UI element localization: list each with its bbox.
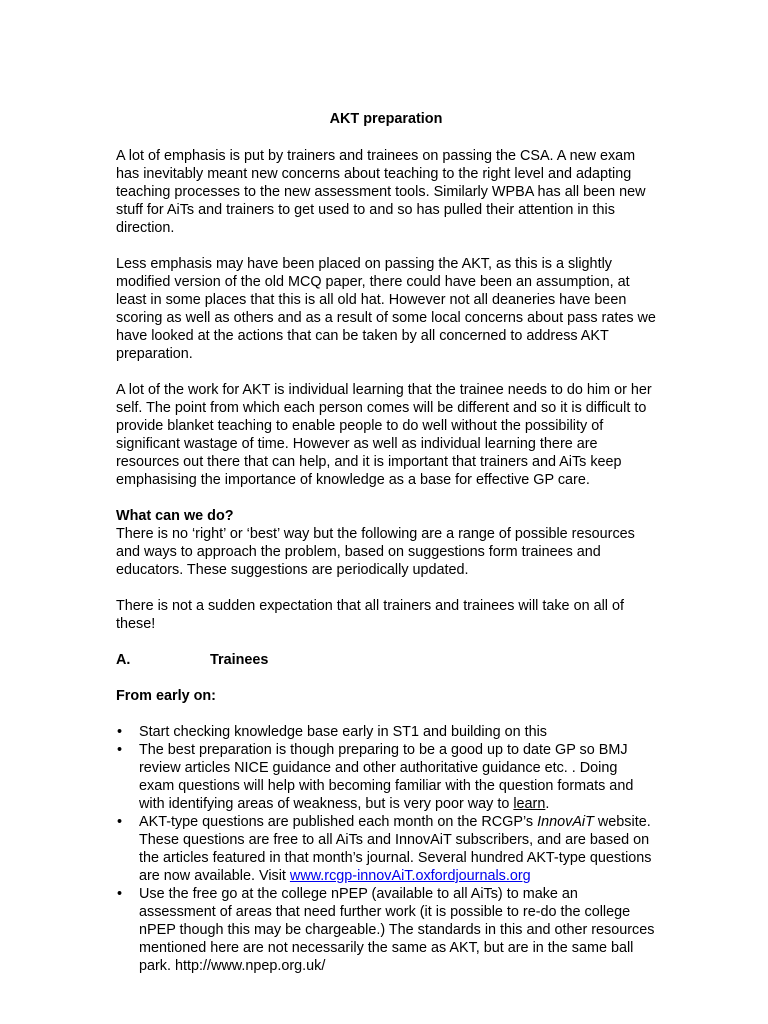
intro-paragraph-2: Less emphasis may have been placed on passing the AKT, as this is a slightly modified version of the old MCQ paper, there could have been an assumption, at least in some places that this is all old hat. However not all deaneries have been scoring as well as others and as a result of some local concerns about pass rates we have looked at the actions that can be taken by all concerned to address AKT preparation. <box>116 256 656 362</box>
document-page <box>116 110 656 975</box>
section-name: Trainees <box>210 652 269 668</box>
bullet-icon: • <box>117 724 123 740</box>
bullet-text: The best preparation is though preparing to be a good up to date GP so BMJ review articles NICE guidance and other authoritative guidance etc. . Doing exam questions will help with becoming familiar with the question formats and with identifying areas of weakness, but is very poor way to <box>139 742 634 812</box>
bullet-text: Use the free go at the college nPEP (available to all AiTs) to make an assessment of areas that need further work (it is possible to re-do the college nPEP though this may be chargeable.) The standards in this and other resources mentioned here are not necessarily the same as AKT, but are in the same ball park. http://www.npep.org.uk/ <box>139 886 655 974</box>
bullet-text: Start checking knowledge base early in ST1 and building on this <box>139 724 547 740</box>
what-paragraph-2: There is not a sudden expectation that all trainers and trainees will take on all of these! <box>116 598 624 632</box>
bullet-text-end: . <box>545 796 550 812</box>
section-heading <box>116 651 656 669</box>
intro-paragraph-3: A lot of the work for AKT is individual learning that the trainee needs to do him or her self. The point from which each person comes will be different and so it is difficult to provide blanket teaching to enable people to do well without the possibility of significant wastage of time. However as well as individual learning there are resources out there that can help, and it is important that trainers and AiTs keep emphasising the importance of knowledge as a base for effective GP care. <box>116 382 652 488</box>
list-item <box>116 723 656 741</box>
intro-paragraph-1: A lot of emphasis is put by trainers and trainees on passing the CSA. A new exam has inevitably meant new concerns about teaching to the right level and adapting teaching processes to the new assessment tools. Similarly WPBA has all been new stuff for AiTs and trainers to get used to and so has pulled their attention in this direction. <box>116 148 646 236</box>
section-letter: A. <box>116 652 131 668</box>
what-paragraph-1: There is no ‘right’ or ‘best’ way but the following are a range of possible resources and ways to approach the problem, based on suggestions form trainees and educators. These suggestions are periodically updated. <box>116 526 635 578</box>
bullet-text: AKT-type questions are published each month on the RCGP’s <box>139 814 538 830</box>
innovait-link[interactable]: www.rcgp-innovAiT.oxfordjournals.org <box>289 868 531 884</box>
list-item <box>116 741 656 813</box>
bullet-icon: • <box>117 886 123 902</box>
what-can-we-do-heading: What can we do? <box>116 508 234 524</box>
subheading-early-on: From early on: <box>116 688 216 704</box>
list-item <box>116 813 656 885</box>
bullet-text-cont: website. These questions are free to all AiTs and InnovAiT subscribers, and are based on the articles featured in that month’s journal. Several hundred AKT-type questions are now available. Visit <box>139 814 652 884</box>
document-title: AKT preparation <box>329 111 443 127</box>
journal-name: InnovAiT <box>537 814 594 830</box>
bullet-list <box>116 723 656 975</box>
bullet-icon: • <box>117 742 123 758</box>
underlined-word: learn <box>513 796 546 812</box>
list-item <box>116 885 656 975</box>
bullet-icon: • <box>117 814 123 830</box>
